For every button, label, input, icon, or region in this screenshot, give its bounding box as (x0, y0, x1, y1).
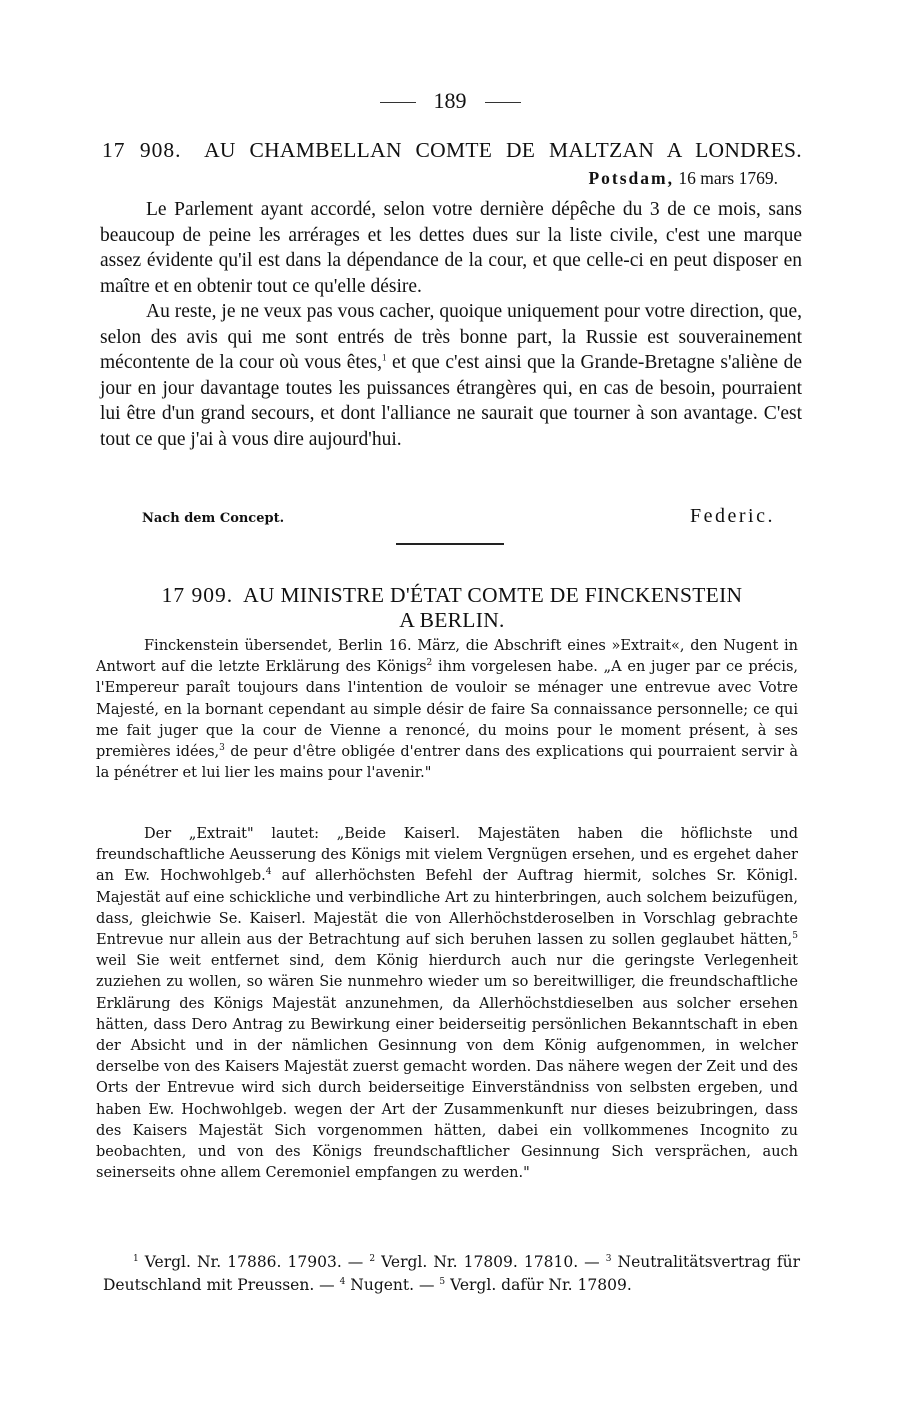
letter-2-number: 17 909. (161, 583, 234, 607)
extrait-text: Der „Extrait" lautet: „Beide Kaiserl. Majestäten haben die höflichste und freundschaftliche Aeusserung des Königs mit vielem Vergnügen ersehen, und es ergehet daher an Ew. Hochwohlgeb. (96, 826, 798, 885)
letter-1-body (100, 197, 802, 452)
extrait-paragraph (96, 824, 798, 1184)
footnote-5: Vergl. dafür Nr. 17809. (445, 1276, 632, 1294)
letter-1-paragraph-2 (100, 299, 802, 452)
footnotes (103, 1251, 800, 1297)
letter-2-heading-line-1 (112, 583, 792, 608)
extrait-block (96, 824, 798, 1184)
footnote-4-mark: 4 (339, 1276, 346, 1287)
letter-1-number: 17 908. (102, 138, 182, 162)
footnote-ref-3: 3 (219, 743, 225, 754)
intro-text: Finckenstein übersendet, Berlin 16. März, die Abschrift eines »Extrait«, den Nugent in Antwort auf die letzte Erklärung des Königs (96, 638, 798, 676)
page-header (0, 88, 900, 114)
letter-1-place: Potsdam, (588, 168, 674, 188)
footnote-3-mark: 3 (605, 1253, 612, 1264)
concept-note: Nach dem Concept. (142, 511, 285, 526)
footnote-2-mark: 2 (369, 1253, 376, 1264)
letter-1-paragraph-2-text: Au reste, je ne veux pas vous cacher, quoique uniquement pour votre direction, que, selon des avis qui me sont entrés de très bonne part, la Russie est souverainement mécontente de la cour où vous êtes, (100, 301, 802, 373)
footnote-1-mark: 1 (133, 1253, 139, 1264)
footnote-ref-5: 5 (792, 931, 798, 942)
section-divider (396, 543, 504, 545)
page-number: 189 (433, 88, 467, 113)
extrait-text-end: weil Sie weit entfernet sind, dem König hierdurch auch nur die geringste Verlegenheit zuziehen zu wollen, so wären Sie nunmehro wieder um so bereitwilliger, die freundschaftliche Erklärung des Königs Majestät anzunehmen, da Allerhöchstdieselben aus solcher ersehen hätten, dass Dero Antrag zu Bewirkung einer beiderseitig persönlichen Bekanntschaft in eben der Absicht und in der nämlichen Gesinnung von dem König aufgenommen, in welcher derselbe von des Kaisers Majestät zuerst gemacht worden. Das nähere wegen der Zeit und des Orts der Entrevue wird sich durch beiderseitige Einverständniss von selbsten ergeben, und haben Ew. Hochwohlgeb. wegen der Art der Zusammenkunft nur dieses beizubringen, dass des Kaisers Majestät Sich vorgenommen hätten, dabei ein vollkommenes Incognito zu beobachten, und von des Königs freundschaftlicher Gesinnung Sich versprächen, auch seinerseits ohne allem Ceremoniel empfangen zu werden." (96, 953, 798, 1182)
letter-2-title-line-2: A BERLIN. (399, 608, 505, 632)
footnote-2: Vergl. Nr. 17809. 17810. — (375, 1253, 606, 1271)
footnote-4: Nugent. — (345, 1276, 440, 1294)
footnote-5-mark: 5 (439, 1276, 446, 1287)
letter-2-heading (112, 583, 792, 633)
letter-2-intro-paragraph (96, 636, 798, 784)
footnote-ref-1: 1 (381, 352, 387, 363)
letter-2-intro (96, 636, 798, 784)
letter-1-date: 16 mars 1769. (678, 168, 778, 188)
letter-1-paragraph-1: Le Parlement ayant accordé, selon votre dernière dépêche du 3 de ce mois, sans beaucoup de peine les arrérages et les dettes dues sur la liste civile, c'est une marque assez évidente qu'il est dans la dépendance de la cour, et que celle-ci en peut disposer en maître et en obtenir tout ce qu'elle désire. (100, 199, 802, 297)
header-dash-right (485, 102, 521, 103)
signature: Federic. (690, 505, 775, 527)
letter-1-title: AU CHAMBELLAN COMTE DE MALTZAN A LONDRES. (204, 138, 802, 162)
footnote-ref-4: 4 (265, 867, 272, 878)
letter-2-title-line-1: AU MINISTRE D'ÉTAT COMTE DE FINCKENSTEIN (243, 583, 743, 607)
letter-1-heading (102, 138, 802, 163)
letter-1-place-date (588, 168, 778, 189)
footnote-ref-2: 2 (426, 658, 433, 669)
header-dash-left (380, 102, 416, 103)
footnote-3: Neutralitätsvertrag für Deutschland mit Preussen. — (103, 1253, 800, 1294)
intro-text-end: de peur d'être obligée d'entrer dans des explications qui pourraient servir à la pénétrer et lui lier les mains pour l'avenir." (96, 744, 798, 782)
intro-text-cont: ihm vorgelesen habe. „A en juger par ce précis, l'Empereur paraît toujours dans l'intention de vouloir se ménager une entrevue avec Votre Majesté, en la bornant cependant au simple désir de faire Sa connaissance personnelle; ce qui me fait juger que la cour de Vienne a renoncé, du moins pour le moment présent, à ses premières idées, (96, 659, 798, 761)
extrait-text-cont: auf allerhöchsten Befehl der Auftrag hiermit, solches Sr. Königl. Majestät auf eine schickliche und verbindliche Art zu hinterbringen, auch solchem beizufügen, dass, gleichwie Se. Kaiserl. Majestät die von Allerhöchstderoselben in Vorschlag gebrachte Entrevue nur allein aus der Betrachtung auf sich beruhen lassen zu sollen geglaubet hätten, (96, 868, 798, 949)
letter-1-paragraph-2-text-cont: et que c'est ainsi que la Grande-Bretagne s'aliène de jour en jour davantage toutes les puissances étrangères qui, en cas de besoin, pourraient lui être d'un grand secours, et dont l'alliance ne saurait que tourner à son avantage. C'est tout ce que j'ai à vous dire aujourd'hui. (100, 352, 803, 450)
footnote-1: Vergl. Nr. 17886. 17903. — (138, 1253, 370, 1271)
